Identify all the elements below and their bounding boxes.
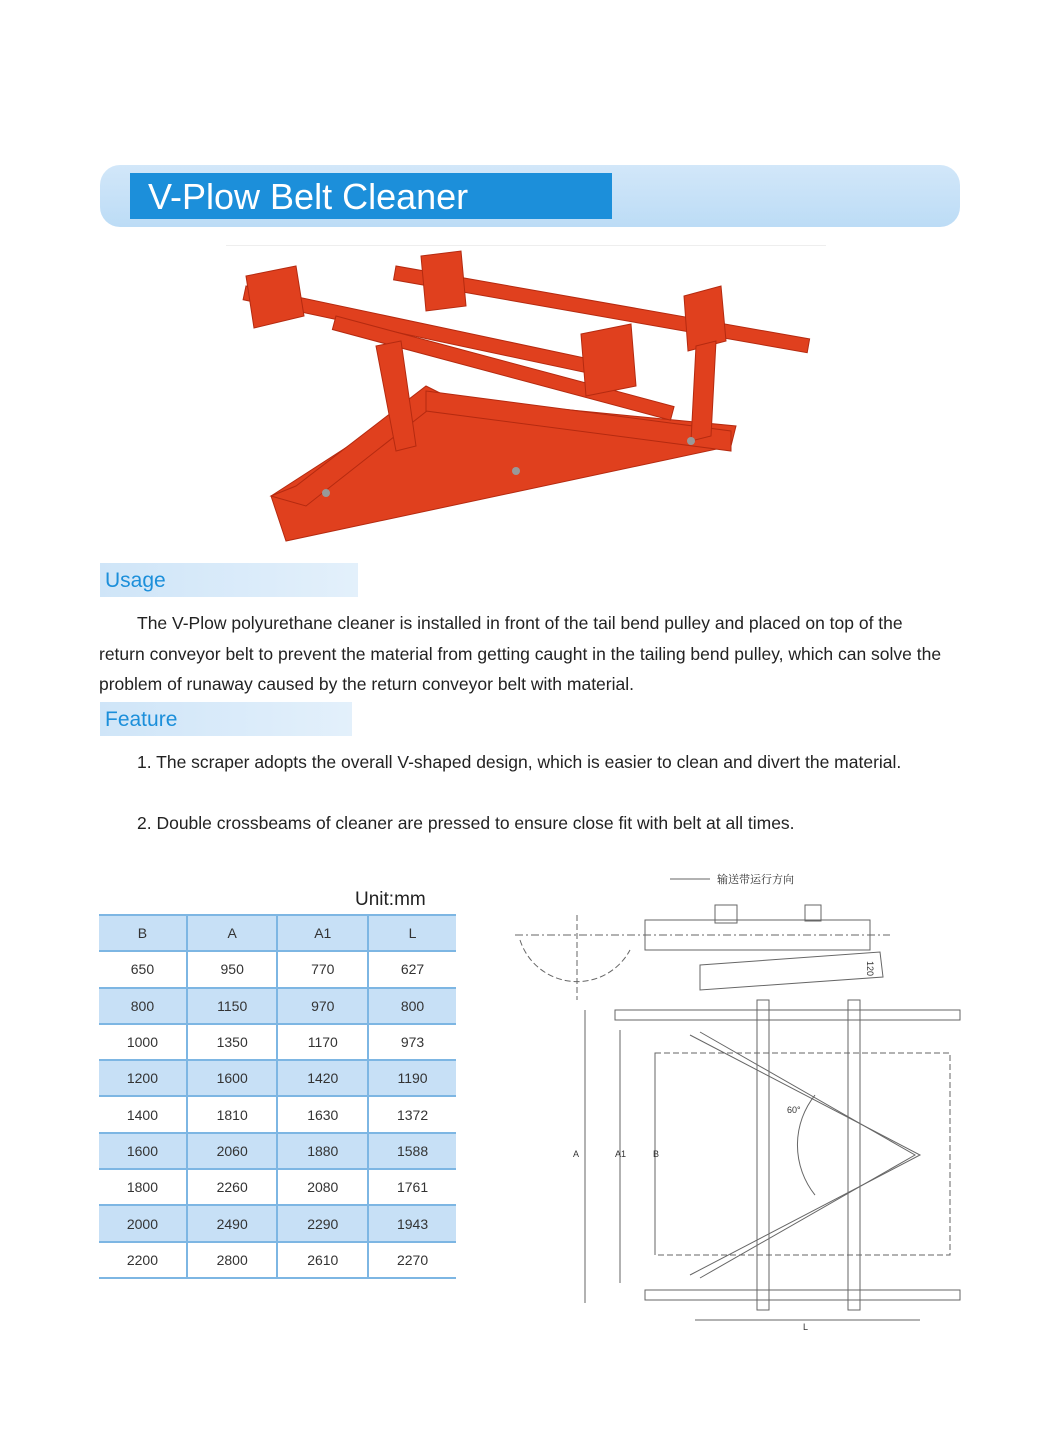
table-cell: 1810 bbox=[187, 1096, 278, 1132]
table-cell: 973 bbox=[368, 1024, 456, 1060]
table-cell: 2000 bbox=[126, 1215, 159, 1232]
svg-text:A1: A1 bbox=[615, 1149, 627, 1159]
table-row bbox=[99, 1060, 456, 1096]
dimension-table bbox=[99, 914, 456, 1279]
table-cell: 1420 bbox=[277, 1060, 368, 1096]
table-cell: 627 bbox=[368, 951, 456, 987]
table-cell: 2610 bbox=[277, 1242, 368, 1278]
svg-text:B: B bbox=[653, 1149, 660, 1159]
table-row bbox=[99, 951, 456, 987]
table-cell: 650 bbox=[130, 961, 155, 978]
table-cell: 1800 bbox=[126, 1179, 159, 1196]
feature-item: 1. The scraper adopts the overall V-shaped design, which is easier to clean and divert the material. bbox=[137, 752, 902, 772]
table-cell: 1000 bbox=[126, 1034, 159, 1051]
table-cell: 1630 bbox=[277, 1096, 368, 1132]
svg-text:L: L bbox=[803, 1322, 809, 1332]
table-cell: 2290 bbox=[277, 1205, 368, 1241]
table-cell: 2270 bbox=[368, 1242, 456, 1278]
table-cell: 800 bbox=[130, 997, 155, 1014]
table-cell: 770 bbox=[277, 951, 368, 987]
table-cell: 1588 bbox=[368, 1133, 456, 1169]
col-header: B bbox=[137, 925, 148, 942]
table-cell: 2490 bbox=[187, 1205, 278, 1241]
table-cell: 1190 bbox=[368, 1060, 456, 1096]
table-cell: 1350 bbox=[187, 1024, 278, 1060]
table-cell: 1150 bbox=[187, 988, 278, 1024]
col-header: A1 bbox=[277, 915, 368, 951]
unit-label: Unit:mm bbox=[355, 889, 426, 910]
page-title: V-Plow Belt Cleaner bbox=[130, 173, 612, 219]
table-cell: 950 bbox=[187, 951, 278, 987]
table-row bbox=[99, 1096, 456, 1132]
direction-label: 输送带运行方向 bbox=[717, 874, 794, 886]
product-photo bbox=[226, 245, 826, 543]
table-row bbox=[99, 1242, 456, 1278]
table-cell: 1600 bbox=[126, 1142, 159, 1159]
col-header: L bbox=[368, 915, 456, 951]
svg-text:A: A bbox=[573, 1149, 580, 1159]
table-row bbox=[99, 1133, 456, 1169]
table-cell: 1880 bbox=[277, 1133, 368, 1169]
dimension-drawing bbox=[505, 865, 965, 1340]
table-row bbox=[99, 1024, 456, 1060]
svg-text:60°: 60° bbox=[787, 1105, 801, 1115]
table-cell: 1943 bbox=[368, 1205, 456, 1241]
table-cell: 1200 bbox=[126, 1070, 159, 1087]
table-row bbox=[99, 1205, 456, 1241]
table-row bbox=[99, 1169, 456, 1205]
table-cell: 1170 bbox=[277, 1024, 368, 1060]
svg-text:120: 120 bbox=[865, 961, 875, 977]
table-row bbox=[99, 988, 456, 1024]
feature-heading: Feature bbox=[100, 702, 352, 736]
table-cell: 1372 bbox=[368, 1096, 456, 1132]
usage-text: The V-Plow polyurethane cleaner is installed in front of the tail bend pulley and placed on top of the return conveyor belt to prevent the material from getting caught in the tailing bend pulley, which can solve the problem of runaway caused by the return conveyor belt with material. bbox=[99, 613, 942, 694]
table-cell: 800 bbox=[368, 988, 456, 1024]
table-cell: 1400 bbox=[126, 1106, 159, 1123]
table-cell: 2800 bbox=[187, 1242, 278, 1278]
table-cell: 2200 bbox=[126, 1251, 159, 1268]
table-cell: 1600 bbox=[187, 1060, 278, 1096]
table-cell: 1761 bbox=[368, 1169, 456, 1205]
table-cell: 970 bbox=[277, 988, 368, 1024]
usage-heading: Usage bbox=[100, 563, 358, 597]
table-cell: 2080 bbox=[277, 1169, 368, 1205]
table-cell: 2260 bbox=[187, 1169, 278, 1205]
feature-item: 2. Double crossbeams of cleaner are pressed to ensure close fit with belt at all times. bbox=[137, 813, 795, 833]
table-cell: 2060 bbox=[187, 1133, 278, 1169]
col-header: A bbox=[187, 915, 278, 951]
